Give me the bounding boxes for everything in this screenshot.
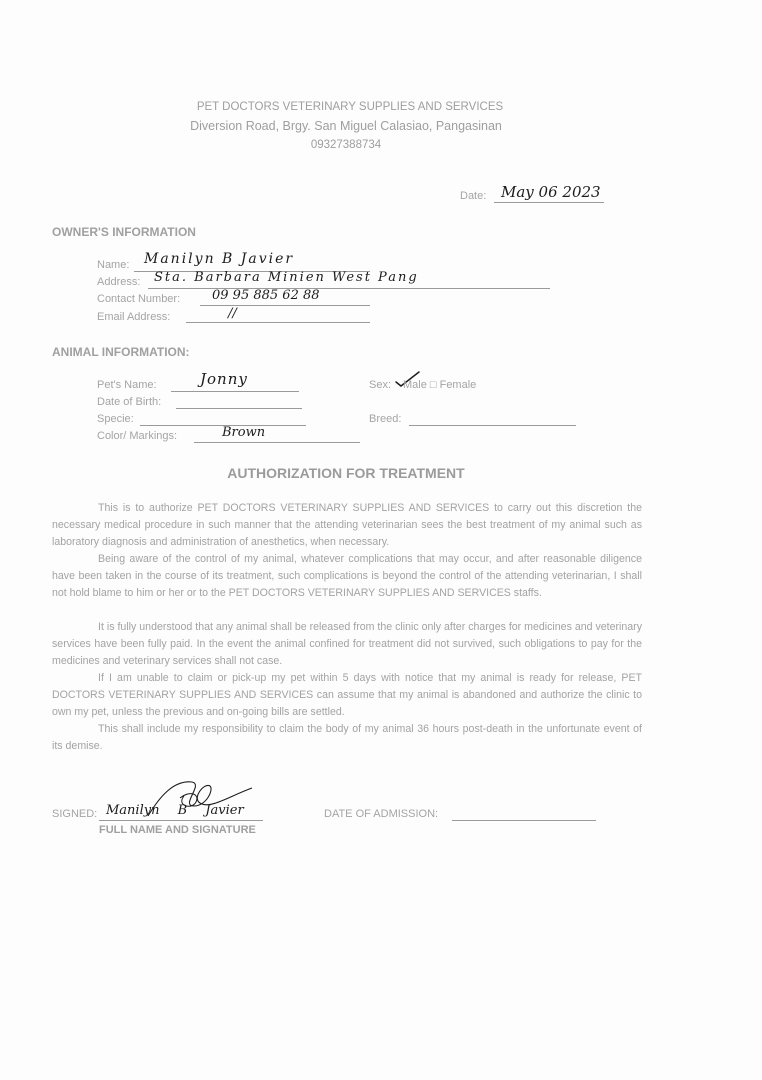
date-value[interactable]: May 06 2023 [501,183,601,201]
dob-line [176,408,302,409]
owner-name-label: Name: [97,259,130,271]
owner-address-line [148,288,550,289]
authorization-paragraph-3: It is fully understood that any animal shall be released from the clinic only after charges for medicines and veterinary services have been fully paid. In the event the animal confined for treatment did not survived, such obligations to pay for the medicines and veterinary services shall not case. [52,621,642,667]
color-value[interactable]: Brown [222,425,266,440]
breed-label: Breed: [369,413,402,425]
signature-caption: FULL NAME AND SIGNATURE [99,824,256,836]
company-address: Diversion Road, Brgy. San Miguel Calasiao, Pangasinan [190,119,502,133]
pet-name-label: Pet's Name: [97,379,157,391]
owner-email-line [186,322,370,323]
sex-label: Sex: [369,379,392,391]
company-phone: 09327388734 [310,139,382,151]
admission-line [452,820,596,821]
authorization-paragraph-5: This shall include my responsibility to claim the body of my animal 36 hours post-death in the unfortunate event of its demise. [52,723,642,752]
pet-name-value[interactable]: Jonny [200,370,248,388]
owner-name-value[interactable]: Manilyn B Javier [144,251,295,267]
owner-contact-label: Contact Number: [97,293,181,305]
owner-section-title: OWNER'S INFORMATION [52,225,196,239]
dob-label: Date of Birth: [97,396,162,408]
pet-name-line [171,391,299,392]
authorization-paragraph-2: Being aware of the control of my animal, whatever complications that may occur, and after reasonable diligence have been taken in the course of its treatment, such complications is beyond the control of the attending veterinarian, I shall not hold blame to him or her or to the PET DOCTORS VETERINARY SUPPLIES AND SERVICES staffs. [52,553,642,599]
company-name: PET DOCTORS VETERINARY SUPPLIES AND SERVICES [196,101,504,113]
owner-contact-line [200,305,370,306]
date-label: Date: [460,190,487,202]
specie-label: Specie: [97,413,134,425]
date-line [494,202,604,203]
owner-contact-value[interactable]: 09 95 885 62 88 [212,288,320,303]
color-label: Color/ Markings: [97,430,178,442]
owner-address-label: Address: [97,276,141,288]
authorization-paragraph-4: If I am unable to claim or pick-up my pet within 5 days with notice that my animal is ready for release, PET DOCTORS VETERINARY SUPPLIES AND SERVICES can assume that my animal is abandoned and authorize the clinic to own my pet, unless the previous and on-going bills are settled. [52,672,642,718]
color-line [194,442,360,443]
owner-email-label: Email Address: [97,311,171,323]
authorization-paragraph-1: This is to authorize PET DOCTORS VETERINARY SUPPLIES AND SERVICES to carry out this discretion the necessary medical procedure in such manner that the attending veterinarian sees the best treatment of my animal such as laboratory diagnosis and administration of anesthetics, when necessary. [52,502,642,548]
owner-email-value[interactable]: // [228,306,237,321]
signed-label: SIGNED: [52,808,98,820]
signed-value[interactable]: Manilyn B Javier [106,803,244,818]
owner-address-value[interactable]: Sta. Barbara Minien West Pang [154,270,419,285]
breed-line [409,425,576,426]
authorization-title: AUTHORIZATION FOR TREATMENT [227,465,465,481]
animal-section-title: ANIMAL INFORMATION: [52,345,190,359]
sex-options: Male □ Female [403,379,477,391]
admission-label: DATE OF ADMISSION: [324,808,439,820]
